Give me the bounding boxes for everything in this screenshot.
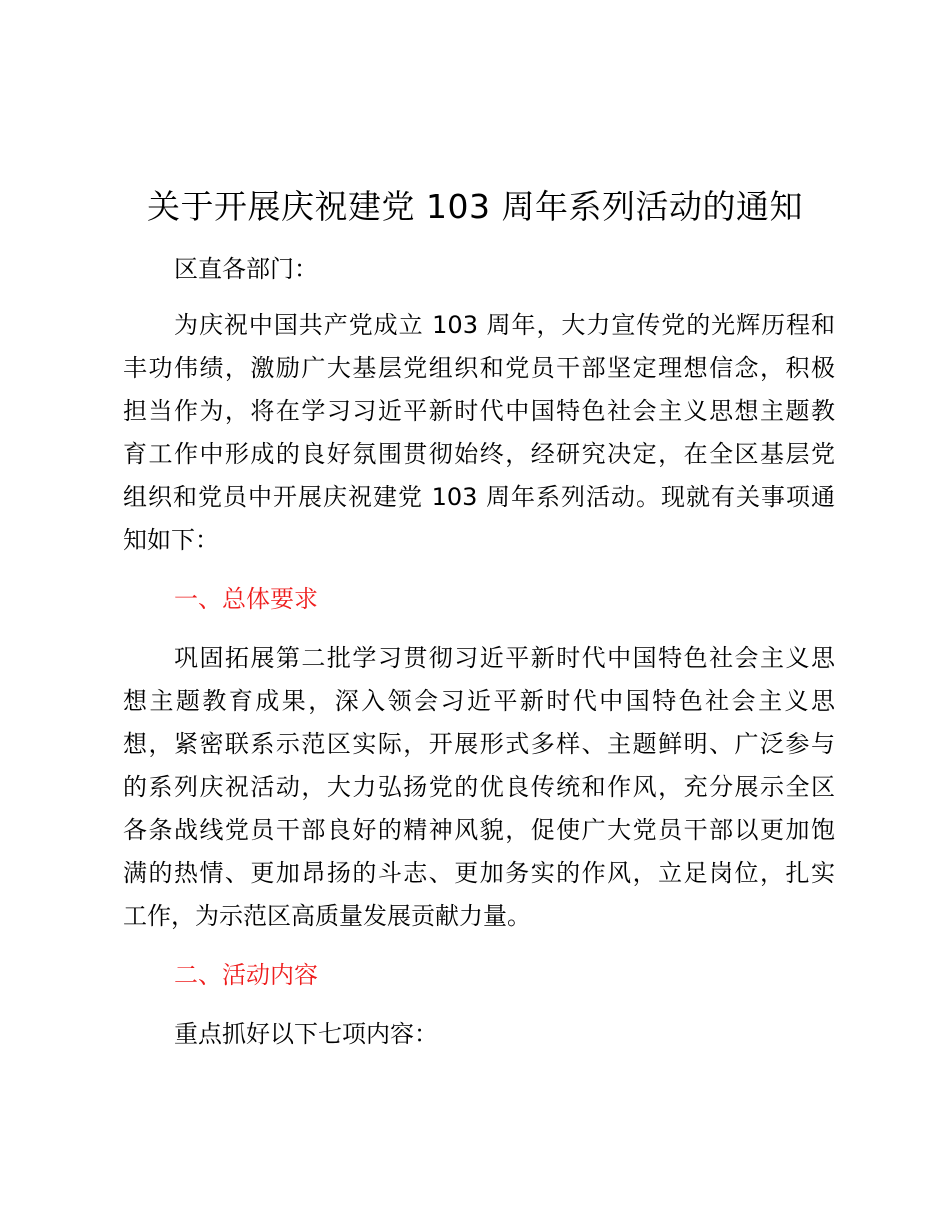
- section1-line: 的系列庆祝活动，大力弘扬党的优良传统和作风，充分展示全区: [123, 773, 835, 801]
- section1-heading: 一、总体要求: [174, 585, 318, 613]
- section1-line: 工作，为示范区高质量发展贡献力量。: [123, 902, 531, 930]
- section1-line: 满的热情、更加昂扬的斗志、更加务实的作风，立足岗位，扎实: [123, 859, 835, 887]
- intro-line: 育工作中形成的良好氛围贯彻始终，经研究决定，在全区基层党: [123, 440, 835, 468]
- section1-line: 各条战线党员干部良好的精神风貌，促使广大党员干部以更加饱: [123, 816, 835, 844]
- intro-line: 为庆祝中国共产党成立 103 周年，大力宣传党的光辉历程和: [174, 311, 835, 339]
- section1-line: 巩固拓展第二批学习贯彻习近平新时代中国特色社会主义思: [174, 644, 835, 672]
- intro-line: 知如下：: [123, 526, 219, 554]
- section2-heading: 二、活动内容: [174, 961, 318, 989]
- intro-line: 担当作为，将在学习习近平新时代中国特色社会主义思想主题教: [123, 397, 835, 425]
- section2-lead: 重点抓好以下七项内容：: [174, 1020, 438, 1048]
- section1-line: 想主题教育成果，深入领会习近平新时代中国特色社会主义思: [123, 687, 835, 715]
- intro-line: 丰功伟绩，激励广大基层党组织和党员干部坚定理想信念，积极: [123, 354, 835, 382]
- section1-line: 想，紧密联系示范区实际，开展形式多样、主题鲜明、广泛参与: [123, 730, 835, 758]
- salutation: 区直各部门：: [174, 255, 318, 283]
- document-title: 关于开展庆祝建党 103 周年系列活动的通知: [147, 187, 803, 226]
- intro-line: 组织和党员中开展庆祝建党 103 周年系列活动。现就有关事项通: [123, 483, 835, 511]
